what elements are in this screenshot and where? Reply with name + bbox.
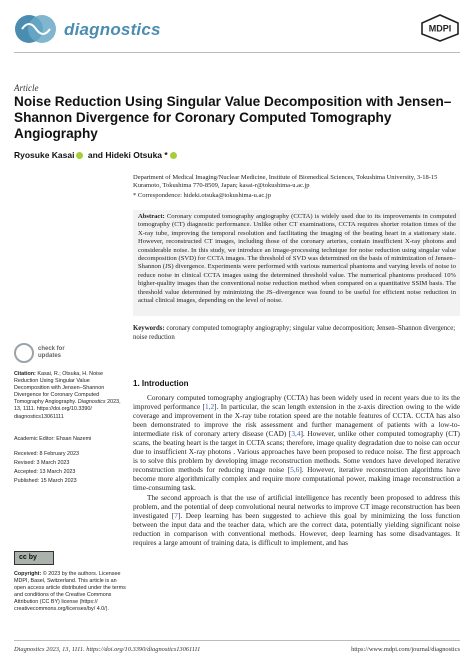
journal-logo-icon[interactable] — [14, 14, 58, 44]
author-kasai[interactable]: Ryosuke Kasai — [14, 150, 75, 160]
citation-link[interactable]: 3,4 — [291, 429, 301, 439]
citation-link[interactable]: 1,2 — [204, 402, 215, 412]
accepted-date: Accepted: 13 March 2023 — [14, 469, 76, 475]
check-updates-icon — [14, 343, 34, 363]
copyright-text: © 2023 by the authors. Licensee MDPI, Basel, Switzerland. This article is an open access article distributed under the terms and conditions of the Creative Commons Attribution (CC BY) license (https:// creativecommons.org/licenses/by/ 4.0/). — [14, 571, 126, 613]
keywords-text: coronary computed tomography angiography; singular value decomposition; Jensen–Shannon divergence; noise reduction — [133, 325, 456, 341]
check-for-updates-button[interactable] — [14, 343, 74, 365]
author-list — [14, 150, 179, 160]
footer-citation[interactable]: Diagnostics 2023, 13, 1111. https://doi.org/10.3390/diagnostics13061111 — [14, 646, 201, 653]
paragraph: The second approach is that the use of artificial intelligence has recently been proposed to address this problem, and the potential of deep convolutional neural networks to improve CT image reconstruction has been investigated [7]. Deep learning has been suggested to achieve this goal by minimizing the loss function between the input data and the teacher data, which are the correct data, potentially yielding significant noise reduction in comparison with conventional methods. However, deep learning has some disadvantages. It requires a large amount of training data, is difficult to implement, and has — [133, 492, 461, 547]
article-title: Noise Reduction Using Singular Value Decomposition with Jensen–Shannon Divergence for Coronary Computed Tomography Angiography — [14, 94, 452, 141]
section-title: 1. Introduction — [133, 379, 189, 388]
citation-block — [14, 371, 126, 421]
published-date: Published: 15 March 2023 — [14, 478, 77, 484]
copyright-block — [14, 571, 126, 614]
paragraph: Coronary computed tomography angiography (CCTA) has been widely used in recent years due to its the improved performance [1,2]. In particular, the scan length extension in the z-axis direction owing to the wide coverage and improvement in the X-ray tube rotation speed are the notable features of CCTA. CCTA has also been demonstrated to improve the risk assessment and further management of patients with a low-to-intermediate risk of coronary artery disease (CAD) [3,4]. However, unlike other computed tomography (CT) scans, the beating heart is the target in CCTA scans; therefore, image quality degradation due to noise can occur due to insufficient X-ray photons . Various approaches have been proposed to reduce noise. The first approach is to solve this problem by developing image reconstruction methods. Some vendors have developed iterative reconstruction methods for reducing image noise [5,6]. However, iterative reconstruction algorithms have become more algorithmically complex and require more computational power, making image reconstruction a time-consuming task. — [133, 393, 460, 493]
mdpi-logo-icon[interactable] — [420, 14, 460, 42]
cc-by-license-badge[interactable] — [14, 551, 54, 565]
affiliation: Department of Medical Imaging/Nuclear Medicine, Institute of Biomedical Sciences, Tokushima University, 3-18-15 Kuramoto, Tokushima 770-8509, Japan; kasai-r@tokushima-u.ac.jp — [133, 174, 438, 190]
cc-license-icon: cc by — [19, 554, 37, 561]
citation-link[interactable]: 7 — [174, 510, 178, 520]
introduction-body — [133, 393, 460, 547]
academic-editor: Academic Editor: Ehsan Nazemi — [14, 436, 92, 442]
revised-date: Revised: 3 March 2023 — [14, 460, 70, 466]
citation-journal: Diagnostics — [77, 399, 106, 406]
citation-link[interactable]: 5,6 — [290, 465, 300, 475]
article-type: Article — [14, 83, 39, 93]
mdpi-logo-text: MDPI — [428, 23, 452, 34]
journal-header — [14, 14, 460, 48]
keywords — [133, 325, 460, 343]
journal-name[interactable]: diagnostics — [64, 20, 161, 39]
correspondence: * Correspondence: hideki.otsuka@tokushima-u.ac.jp — [133, 192, 271, 199]
copyright-label: Copyright: — [14, 571, 42, 577]
received-date: Received: 8 February 2023 — [14, 451, 80, 457]
abstract-text: Coronary computed tomography angiography (CCTA) is widely used due to its improvements in computed tomography (CT) diagnostic performance. Unlike other CT examinations, CCTA requires shorter rotation times of the X-ray tube, improving the temporal resolution and facilitating the imaging of the beating heart in a stationary state. However, reconstructed CT images, including those of the coronary arteries, contain insufficient X-ray photons and considerable noise. In this study, we introduce an image-processing technique for noise reduction using singular value decomposition (SVD) for CCTA images. The threshold of SVD was determined on the basis of minimization of Jensen–Shannon (JS) divergence. Experiments were performed with various numerical phantoms and varying levels of noise to reduce noise in clinical CCTA images using the determined threshold value. The numerical phantoms produced 10% higher-quality images than the conventional noise reduction method when compared on a quantitative SSIM basis. The threshold value determined by minimizing the JS–divergence was found to be useful for efficient noise reduction in actual clinical images, depending on the level of noise. — [138, 213, 456, 305]
keywords-label: Keywords: — [133, 325, 165, 332]
check-updates-label: check for updates — [38, 346, 65, 359]
orcid-icon[interactable] — [170, 152, 177, 159]
citation-details[interactable]: 2023, 13, 1111. https://doi.org/10.3390/ diagnostics13061111 — [14, 399, 121, 420]
citation-text: Kasai, R.; Otsuka, H. Noise Reduction Using Singular Value Decomposition with Jensen–Shannon Divergence for Coronary Computed Tomography Angiography. — [14, 371, 105, 406]
footer-divider — [14, 640, 460, 641]
author-otsuka[interactable]: and Hideki Otsuka * — [87, 150, 168, 160]
citation-label: Citation: — [14, 371, 36, 377]
footer-journal-url[interactable]: https://www.mdpi.com/journal/diagnostics — [351, 646, 460, 653]
abstract-label: Abstract: — [138, 213, 165, 220]
header-divider — [14, 52, 460, 53]
orcid-icon[interactable] — [76, 152, 83, 159]
abstract — [138, 213, 456, 305]
